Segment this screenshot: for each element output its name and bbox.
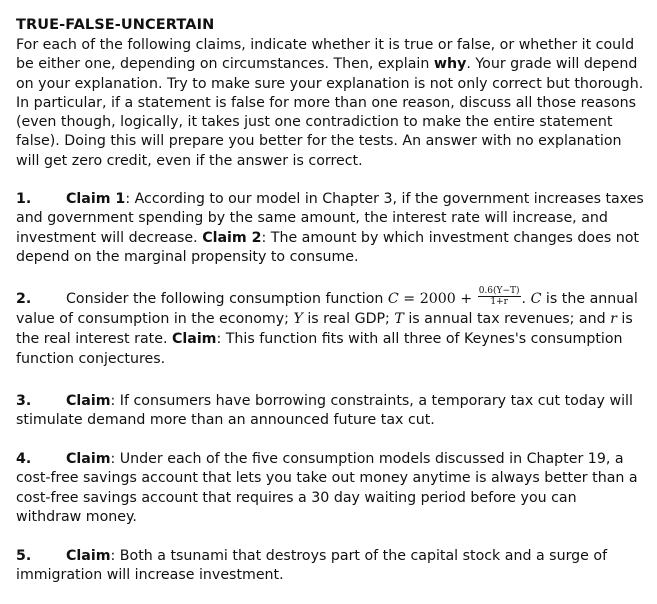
question-2-text-c: is the annual value of consumption in the economy; [16,291,638,327]
question-1-number: 1. [16,191,32,207]
question-2-claim-label: Claim [171,331,217,347]
question-4 [16,450,644,527]
var-c: C [530,291,542,307]
fraction-numerator: 0.6(Y−T) [478,285,520,296]
instructions-paragraph [16,36,644,171]
question-2-text-f: is the real interest rate. [16,311,633,347]
question-2-text-a: Consider the following consumption function [66,291,388,307]
section-title: TRUE-FALSE-UNCERTAIN [16,17,215,33]
question-2 [16,285,644,369]
question-4-number: 4. [16,451,32,467]
question-5-claim-text: : Both a tsunami that destroys part of the capital stock and a surge of immigration will increase investment. [16,548,608,584]
var-t: T [394,311,404,327]
question-1 [16,190,644,267]
formula-lhs: C [387,291,399,307]
question-3-claim-label: Claim [66,393,111,409]
formula-fraction [478,286,521,307]
question-5-number: 5. [16,548,32,564]
question-4-claim-label: Claim [66,451,111,467]
question-3-number: 3. [16,393,32,409]
question-4-claim-text: : Under each of the five consumption models discussed in Chapter 19, a cost-free savings account that lets you take out money anytime is always better than a cost-free savings account that requires a 30 day waiting period before you can withdraw money. [16,451,638,525]
question-2-text-b: . [521,291,531,307]
instructions-text-1: For each of the following claims, indicate whether it is true or false, or whether it could be either one, depending on circumstances. Then, explain [16,37,635,73]
question-1-claim1-label: Claim 1 [66,191,126,207]
question-1-claim2-label: Claim 2 [202,229,262,246]
formula-equals: = 2000 + [398,291,477,307]
question-2-text-d: is real GDP; [302,311,395,327]
var-y: Y [293,311,303,327]
question-3-claim-text: : If consumers have borrowing constraints, a temporary tax cut today will stimulate demand more than an announced future tax cut. [16,393,633,429]
var-r: r [610,311,617,327]
question-1-claim2-text: : The amount by which investment changes does not depend on the marginal propensity to consume. [16,229,639,265]
fraction-denominator: 1+r [490,296,508,307]
question-2-claim-text: : This function fits with all three of Keynes's consumption function conjectures. [16,331,623,367]
question-3 [16,392,644,431]
question-5 [16,547,644,586]
question-5-claim-label: Claim [66,548,111,564]
instructions-bold-why: why [433,56,467,73]
question-1-claim1-text: : According to our model in Chapter 3, if the government increases taxes and government spending by the same amount, the interest rate will increase, and investment will decrease. [16,191,644,246]
question-2-text-e: is annual tax revenues; and [403,311,611,327]
question-2-number: 2. [16,291,32,307]
instructions-text-2: . Your grade will depend on your explanation. Try to make sure your explanation is not only correct but thorough. In particular, if a statement is false for more than one reason, discuss all those reasons (even though, logically, it takes just one contradiction to make the entire statement false). Doing this will prepare you better for the tests. An answer with no explanation will get zero credit, even if the answer is correct. [16,56,644,169]
